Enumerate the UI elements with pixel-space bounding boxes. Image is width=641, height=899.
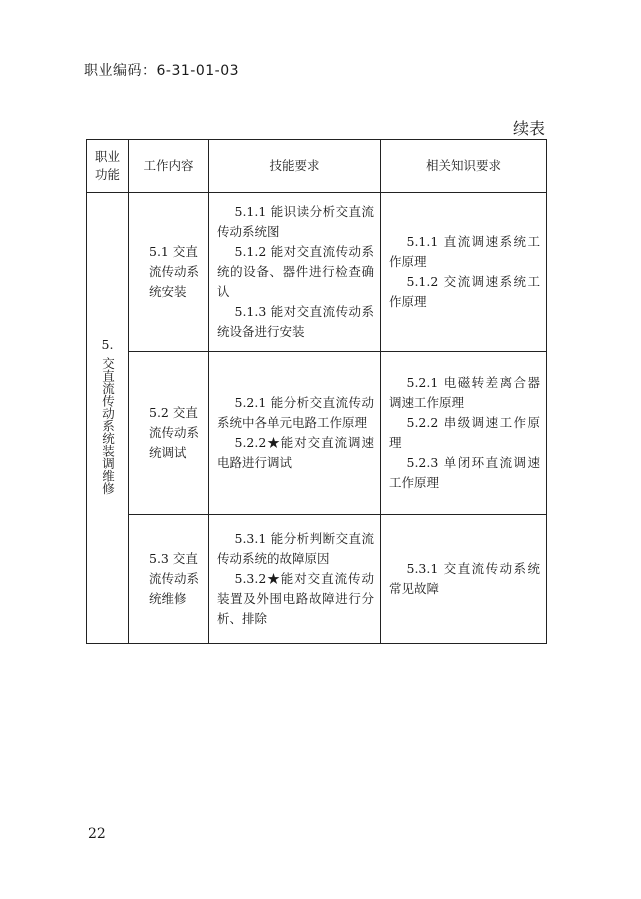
skill-item: 5.1.1 能识读分析交直流传动系统图: [217, 204, 374, 239]
skill-item: 5.2.2★能对交直流调速电路进行调试: [217, 435, 374, 470]
skill-item: 5.3.2★能对交直流传动装置及外围电路故障进行分析、排除: [217, 571, 374, 626]
skills-cell: [209, 193, 381, 352]
skill-item: 5.1.3 能对交直流传动系统设备进行安装: [217, 304, 374, 339]
work-content-cell: [129, 352, 209, 515]
knowledge-cell: [381, 193, 547, 352]
work-content-cell: [129, 193, 209, 352]
function-title: 交直流传动系统装调维修: [100, 357, 116, 495]
knowledge-item: 5.3.1 交直流传动系统常见故障: [389, 561, 540, 596]
knowledge-item: 5.2.2 串级调速工作原理: [389, 415, 540, 450]
page-number: 22: [88, 826, 106, 842]
knowledge-item: 5.1.2 交流调速系统工作原理: [389, 274, 540, 309]
skill-item: 5.2.1 能分析交直流传动系统中各单元电路工作原理: [217, 395, 374, 430]
skills-cell: [209, 352, 381, 515]
work-content-text: 5.2 交直流传动系统调试: [149, 405, 200, 460]
skill-item: 5.3.1 能分析判断交直流传动系统的故障原因: [217, 531, 374, 566]
skills-cell: [209, 515, 381, 644]
knowledge-cell: [381, 515, 547, 644]
knowledge-item: 5.1.1 直流调速系统工作原理: [389, 234, 540, 269]
header-work-content: 工作内容: [129, 140, 209, 193]
skills-table: [86, 139, 547, 644]
header-function-line1: 职业: [94, 149, 120, 164]
occupation-code: 职业编码：6-31-01-03: [84, 63, 240, 79]
skill-item: 5.1.2 能对交直流传动系统的设备、器件进行检查确认: [217, 244, 374, 299]
header-function-line2: 功能: [94, 167, 120, 182]
table-row: [87, 352, 547, 515]
knowledge-item: 5.2.1 电磁转差离合器调速工作原理: [389, 375, 540, 410]
knowledge-cell: [381, 352, 547, 515]
knowledge-item: 5.2.3 单闭环直流调速工作原理: [389, 455, 540, 490]
work-content-text: 5.3 交直流传动系统维修: [149, 551, 200, 606]
header-knowledge-requirements: 相关知识要求: [381, 140, 547, 193]
function-cell: [87, 193, 129, 644]
continued-label: 续表: [512, 119, 545, 138]
work-content-cell: [129, 515, 209, 644]
table-row: [87, 515, 547, 644]
header-skill-requirements: 技能要求: [209, 140, 381, 193]
table-row: [87, 193, 547, 352]
header-function: [87, 140, 129, 193]
work-content-text: 5.1 交直流传动系统安装: [149, 244, 200, 299]
table-header-row: [87, 140, 547, 193]
function-number: 5.: [101, 337, 114, 353]
